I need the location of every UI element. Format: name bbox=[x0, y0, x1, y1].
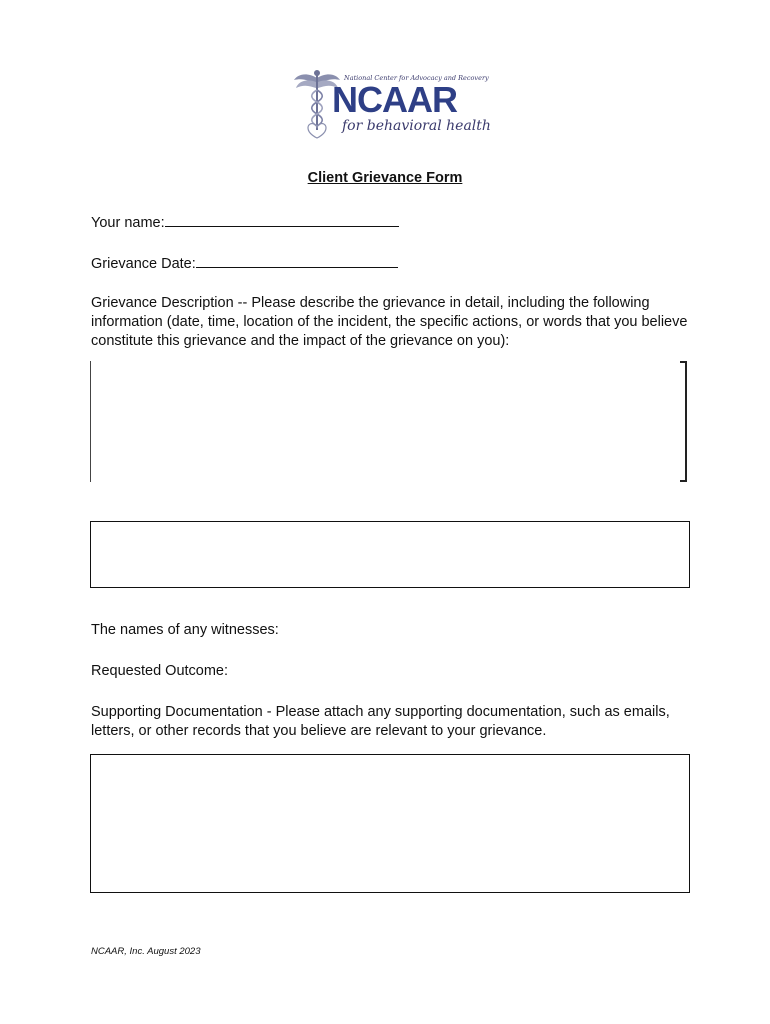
logo-brand: NCAAR bbox=[332, 79, 457, 120]
date-row bbox=[91, 253, 398, 274]
documentation-instructions: Supporting Documentation - Please attach any supporting documentation, such as emails, letters, or other records that you believe are relevant to your grievance. bbox=[91, 704, 670, 739]
description-area[interactable] bbox=[92, 363, 678, 480]
outcome-label: Requested Outcome: bbox=[91, 663, 229, 679]
name-row bbox=[91, 212, 399, 233]
description-area-right-edge bbox=[680, 361, 687, 482]
logo-subbrand: for behavioral health bbox=[342, 118, 491, 134]
description-area-left-edge bbox=[90, 361, 91, 482]
name-label: Your name: bbox=[91, 215, 165, 231]
footer-text: NCAAR, Inc. August 2023 bbox=[91, 946, 201, 957]
ncaar-logo bbox=[292, 68, 491, 140]
description-instructions: Grievance Description -- Please describe the grievance in detail, including the following information (date, time, location of the incident, the specific actions, or words that you believe constitute this grievance and the impact of the grievance on you): bbox=[91, 295, 688, 349]
date-field[interactable] bbox=[196, 253, 398, 268]
name-field[interactable] bbox=[165, 212, 399, 227]
form-title: Client Grievance Form bbox=[307, 170, 463, 186]
documentation-box[interactable] bbox=[90, 754, 690, 893]
date-label: Grievance Date: bbox=[91, 256, 196, 272]
description-continued-box[interactable] bbox=[90, 521, 690, 588]
logo-tagline: National Center for Advocacy and Recovery bbox=[344, 74, 489, 82]
witnesses-label: The names of any witnesses: bbox=[91, 622, 279, 638]
